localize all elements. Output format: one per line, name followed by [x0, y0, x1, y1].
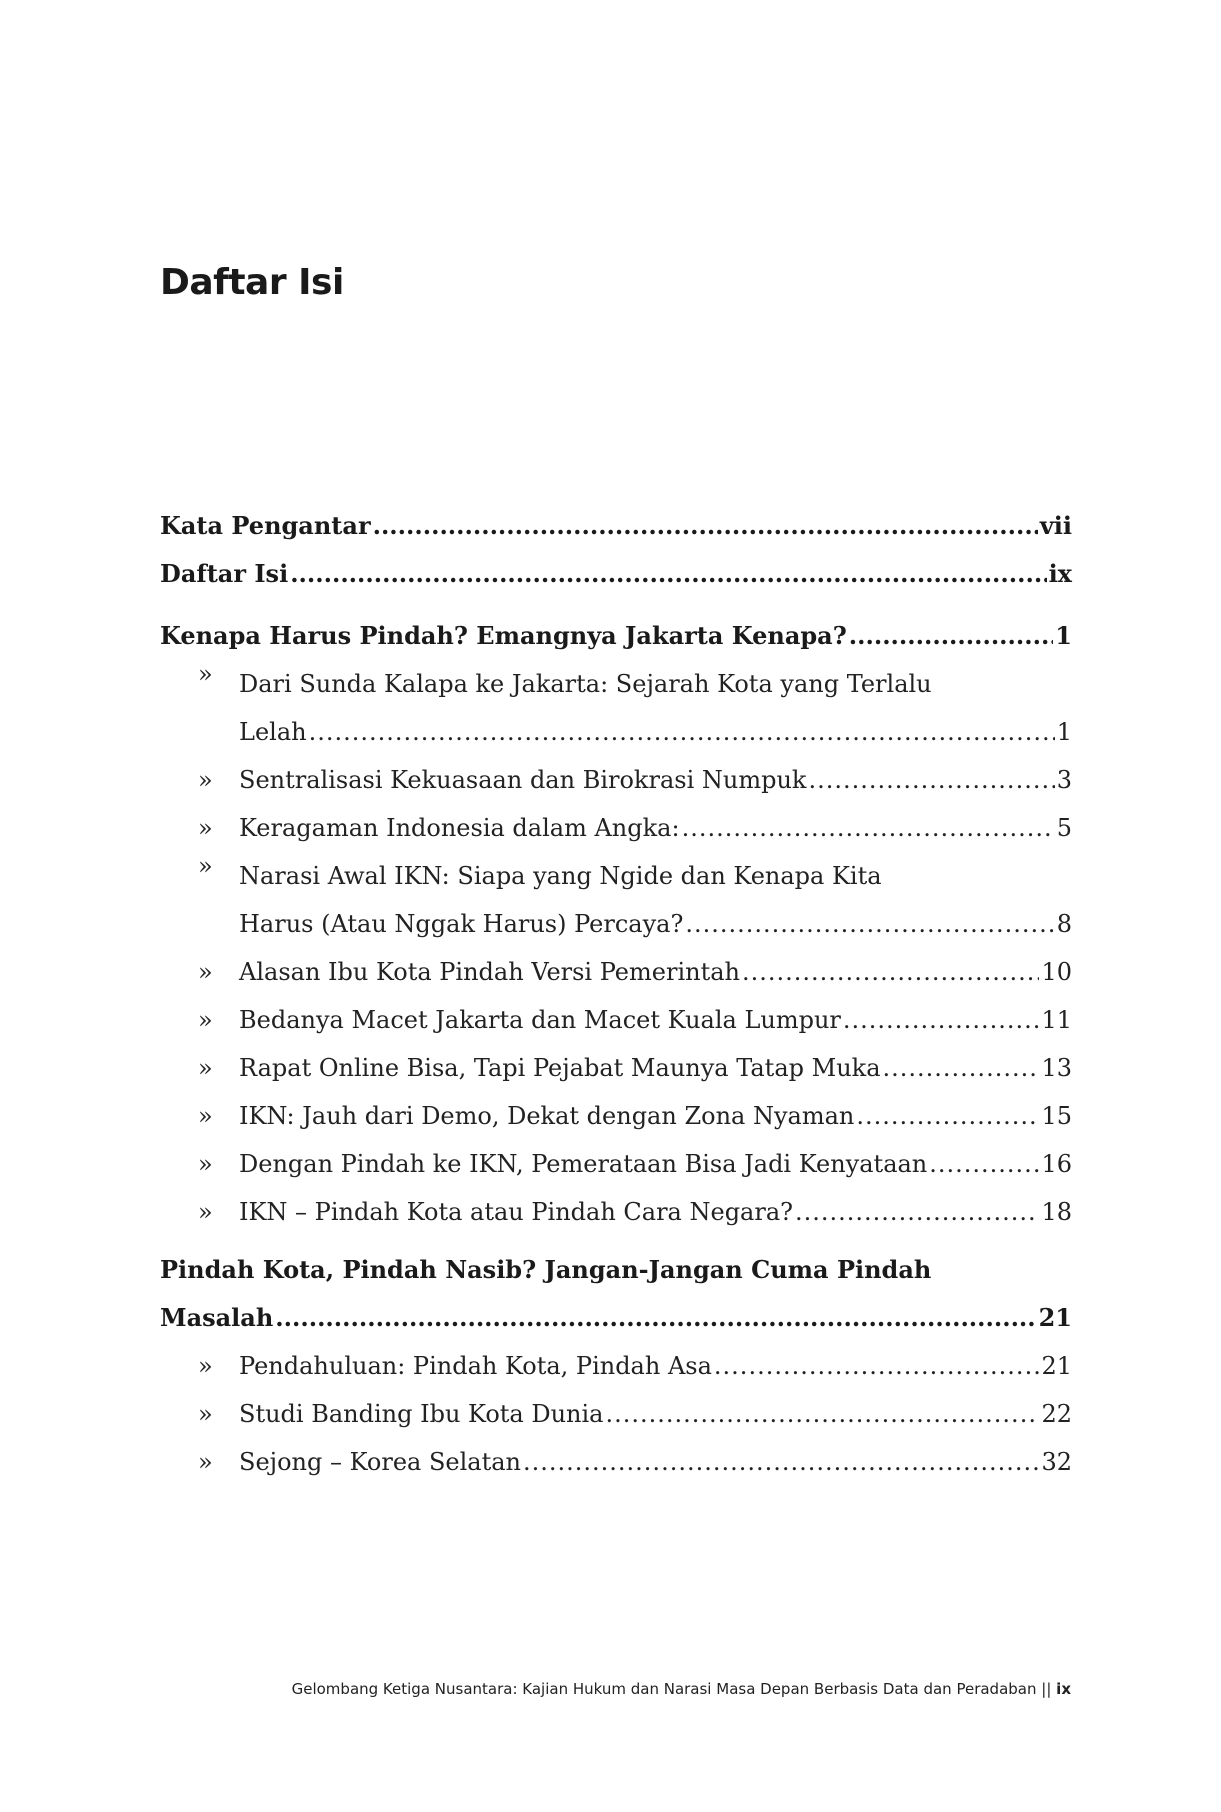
toc-item-title: IKN: Jauh dari Demo, Dekat dengan Zona Nyaman — [239, 1102, 855, 1130]
toc-item-page: 5 — [1056, 814, 1072, 842]
footer-page-number: ix — [1056, 1680, 1071, 1698]
toc-item[interactable] — [160, 756, 1072, 804]
toc-item-title-line1: Narasi Awal IKN: Siapa yang Ngide dan Kenapa Kita — [239, 862, 882, 890]
toc-chapter-page: 21 — [1038, 1303, 1072, 1332]
toc-item-page: 8 — [1056, 910, 1072, 938]
leader-dots — [606, 1390, 1040, 1438]
bullet-icon: » — [198, 766, 213, 794]
toc-item[interactable] — [160, 1342, 1072, 1390]
leader-dots — [523, 1438, 1039, 1486]
toc-item-page: 11 — [1041, 1006, 1072, 1034]
toc-item[interactable] — [160, 804, 1072, 852]
toc-item-page: 15 — [1041, 1102, 1072, 1130]
toc-entry-page: vii — [1039, 511, 1072, 540]
leader-dots — [883, 1044, 1040, 1092]
leader-dots — [808, 756, 1054, 804]
bullet-icon: » — [198, 1102, 213, 1130]
bullet-icon: » — [198, 660, 213, 688]
toc-item[interactable] — [160, 1188, 1072, 1236]
toc-item-title: Alasan Ibu Kota Pindah Versi Pemerintah — [239, 958, 740, 986]
leader-dots — [929, 1140, 1039, 1188]
leader-dots — [795, 1188, 1039, 1236]
toc-item[interactable] — [160, 1438, 1072, 1486]
leader-dots — [682, 804, 1055, 852]
bullet-icon: » — [198, 1150, 213, 1178]
page-footer — [0, 1680, 1071, 1698]
bullet-icon: » — [198, 814, 213, 842]
bullet-icon: » — [198, 958, 213, 986]
bullet-icon: » — [198, 1006, 213, 1034]
leader-dots — [373, 502, 1038, 550]
footer-separator: || — [1041, 1680, 1052, 1698]
leader-dots — [685, 900, 1054, 948]
leader-dots — [714, 1342, 1040, 1390]
toc-chapter-2[interactable] — [160, 1246, 1072, 1342]
footer-book-title: Gelombang Ketiga Nusantara: Kajian Hukum dan Narasi Masa Depan Berbasis Data dan Peradaban — [291, 1680, 1037, 1698]
toc-chapter-1[interactable] — [160, 612, 1072, 660]
toc-item-title: Dengan Pindah ke IKN, Pemerataan Bisa Jadi Kenyataan — [239, 1150, 928, 1178]
toc-item-title-line2: Harus (Atau Nggak Harus) Percaya? — [239, 910, 684, 938]
toc-item[interactable] — [160, 1092, 1072, 1140]
leader-dots — [742, 948, 1039, 996]
bullet-icon: » — [198, 1352, 213, 1380]
leader-dots — [849, 612, 1054, 660]
leader-dots — [275, 1294, 1036, 1342]
toc-item[interactable] — [160, 660, 1072, 756]
bullet-icon: » — [198, 852, 213, 880]
toc-item-title: Studi Banding Ibu Kota Dunia — [239, 1400, 604, 1428]
table-of-contents — [160, 502, 1072, 1486]
toc-item-page: 3 — [1056, 766, 1072, 794]
toc-entry-page: ix — [1048, 559, 1072, 588]
toc-entry-title: Daftar Isi — [160, 559, 289, 588]
toc-chapter-title: Kenapa Harus Pindah? Emangnya Jakarta Kenapa? — [160, 621, 847, 650]
leader-dots — [856, 1092, 1039, 1140]
toc-item[interactable] — [160, 948, 1072, 996]
leader-dots — [843, 996, 1040, 1044]
toc-item-page: 22 — [1041, 1400, 1072, 1428]
toc-chapter-title-line2: Masalah — [160, 1303, 274, 1332]
toc-item-title-line2: Lelah — [239, 718, 307, 746]
toc-item-page: 32 — [1041, 1448, 1072, 1476]
bullet-icon: » — [198, 1054, 213, 1082]
toc-chapter-title-line1: Pindah Kota, Pindah Nasib? Jangan-Jangan Cuma Pindah — [160, 1255, 932, 1284]
toc-item-page: 13 — [1041, 1054, 1072, 1082]
page-title: Daftar Isi — [160, 262, 344, 303]
toc-item-title: Bedanya Macet Jakarta dan Macet Kuala Lumpur — [239, 1006, 841, 1034]
toc-item-title: IKN – Pindah Kota atau Pindah Cara Negara? — [239, 1198, 794, 1226]
bullet-icon: » — [198, 1400, 213, 1428]
bullet-icon: » — [198, 1448, 213, 1476]
bullet-icon: » — [198, 1198, 213, 1226]
toc-entry-daftar-isi[interactable] — [160, 550, 1072, 598]
toc-item-title: Sentralisasi Kekuasaan dan Birokrasi Numpuk — [239, 766, 807, 794]
toc-item-page: 1 — [1056, 718, 1072, 746]
toc-item[interactable] — [160, 852, 1072, 948]
toc-item-title-line1: Dari Sunda Kalapa ke Jakarta: Sejarah Kota yang Terlalu — [239, 670, 932, 698]
toc-item[interactable] — [160, 1390, 1072, 1438]
toc-item-page: 21 — [1041, 1352, 1072, 1380]
toc-entry-title: Kata Pengantar — [160, 511, 371, 540]
toc-item-page: 16 — [1041, 1150, 1072, 1178]
toc-item[interactable] — [160, 1140, 1072, 1188]
toc-entry-kata-pengantar[interactable] — [160, 502, 1072, 550]
toc-item-page: 18 — [1041, 1198, 1072, 1226]
toc-item-title: Pendahuluan: Pindah Kota, Pindah Asa — [239, 1352, 712, 1380]
toc-chapter-page: 1 — [1055, 621, 1072, 650]
toc-item-title: Sejong – Korea Selatan — [239, 1448, 521, 1476]
toc-item[interactable] — [160, 1044, 1072, 1092]
leader-dots — [309, 708, 1055, 756]
leader-dots — [290, 550, 1046, 598]
toc-item-title: Rapat Online Bisa, Tapi Pejabat Maunya Tatap Muka — [239, 1054, 881, 1082]
toc-item-title: Keragaman Indonesia dalam Angka: — [239, 814, 680, 842]
toc-item-page: 10 — [1041, 958, 1072, 986]
toc-item[interactable] — [160, 996, 1072, 1044]
